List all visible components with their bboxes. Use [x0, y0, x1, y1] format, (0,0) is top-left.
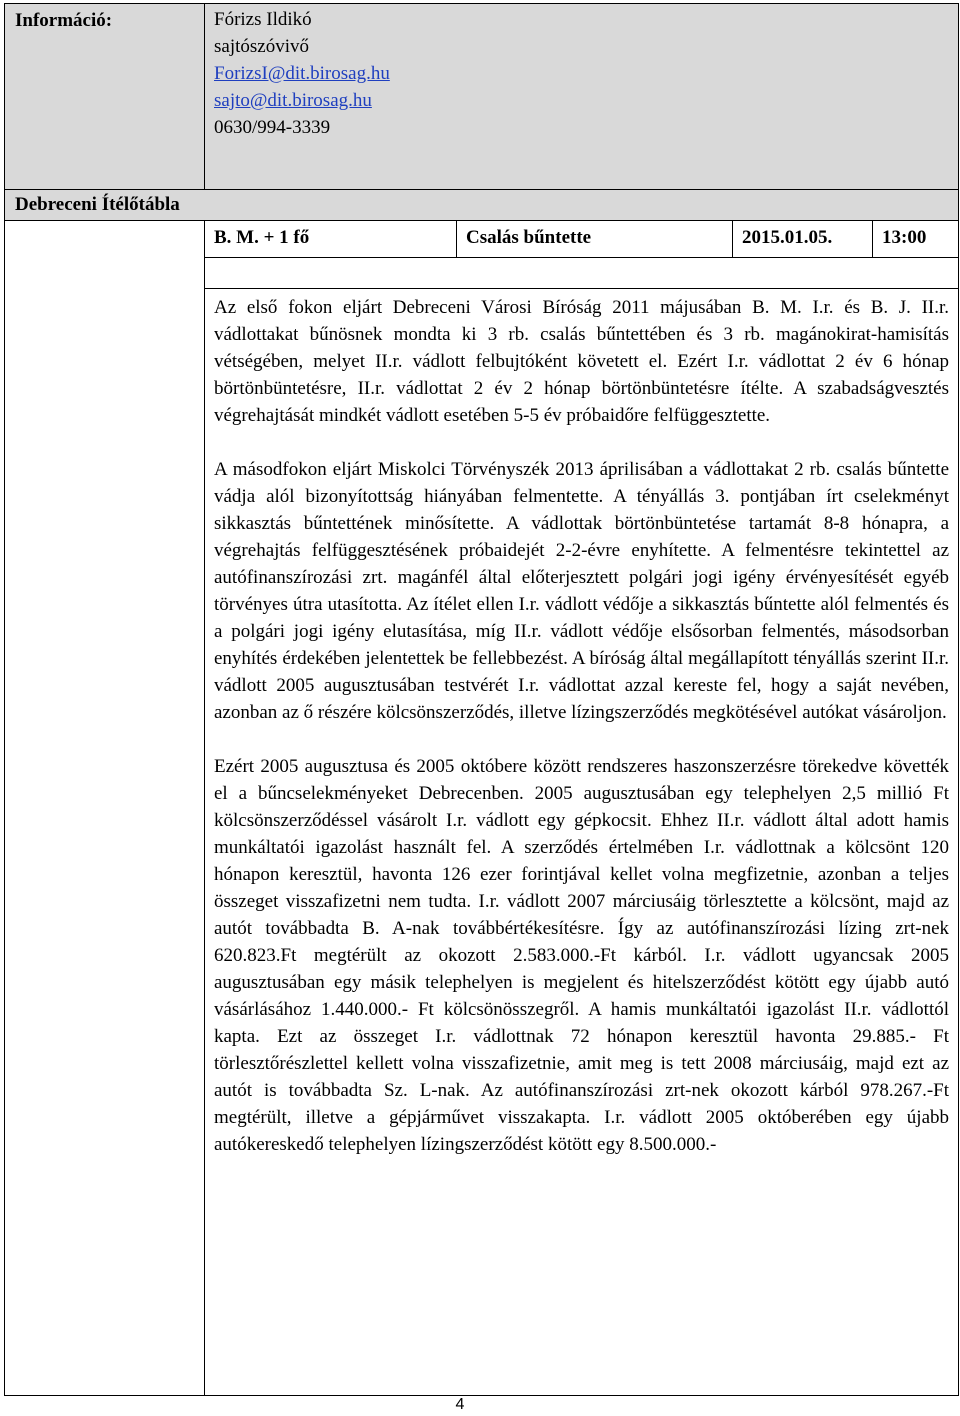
contact-role: sajtószóvivő	[214, 36, 309, 57]
email-link-1[interactable]: ForizsI@dit.birosag.hu	[214, 63, 390, 84]
case-defendants: B. M. + 1 fő	[205, 221, 457, 258]
court-row	[5, 190, 959, 221]
left-margin-cell	[5, 221, 205, 1396]
case-date: 2015.01.05.	[733, 221, 873, 258]
court-name: Debreceni Ítélőtábla	[5, 190, 959, 221]
case-crime: Csalás bűntette	[457, 221, 733, 258]
email-link-2[interactable]: sajto@dit.birosag.hu	[214, 90, 372, 111]
document-page	[4, 3, 958, 1396]
contact-block	[205, 4, 959, 190]
contact-name: Fórizs Ildikó	[214, 9, 312, 30]
paragraph-second-instance: A másodfokon eljárt Miskolci Törvényszék 2013 áprilisában a vádlottakat 2 rb. csalás bűntette vádja alól bizonyítottság hiányában felmentette. A tényállás 3. pontjában írt cselekményt sikkasztás bűntettének minősítette. A vádlottak börtönbüntetése tartamát 8-8 hónapra, a végrehajtás felfüggesztésének próbaidejét 2-2-évre enyhítette. A felmentésre tekintettel az autófinanszírozási zrt. magánfél által előterjesztett polgári jogi igény érvényesítését egyéb törvényes útra utasította. Az ítélet ellen I.r. vádlott védője a sikkasztás bűntette alól felmentés és a polgári jogi igény elutasítása, míg II.r. vádlott védője elsősorban felmentés, másodsorban enyhítés érdekében jelentettek be fellebbezést. A bíróság által megállapított tényállás szerint II.r. vádlott 2005 augusztusában testvérét I.r. vádlottat azzal kereste fel, hogy a saját nevében, azonban az ő részére kölcsönszerződés, illetve lízingszerződés megkötésével autókat vásároljon.	[214, 459, 950, 723]
paragraph-facts: Ezért 2005 augusztusa és 2005 októbere között rendszeres haszonszerzésre törekedve követték el a bűncselekményeket Debrecenben. 2005 augusztusában egy telephelyen 2,5 millió Ft kölcsönszerződéssel vásárolt I.r. vádlott egy gépkocsit. Ehhez II.r. vádlott által adott hamis munkáltatói igazolást használt fel. A szerződés értelmében I.r. vádlottnak a kölcsönt 120 hónapon keresztül, havonta 126 ezer forintjával kellet volna megfizetnie, azonban a teljes összeget visszafizetni nem tudta. I.r. vádlott 2007 márciusáig törlesztette a kölcsönt, majd az autót továbbadta B. A-nak továbbértékesítésre. Így az autófinanszírozási lízing zrt-nek 620.823.Ft megtérült az okozott 2.583.000.-Ft kárból. I.r. vádlott ugyancsak 2005 augusztusában egy másik telephelyen is megjelent és hitelszerződést kötött egy újabb autó vásárlásához 1.440.000.- Ft kölcsönösszegről. A hamis munkáltatói igazolást II.r. vádlottól kapta. Ezt az összeget I.r. vádlottnak 72 hónapon keresztül havonta 29.885.- Ft törlesztőrészlettel kellett volna visszafizetnie, amit meg is tett 2008 márciusáig, majd ezt az autót is továbbadta Sz. L-nak. Az autófinanszírozási zrt-nek okozott kárból 978.267.-Ft megtérült, illetve a gépjárművet visszakapta. I.r. vádlott 2005 októberében egy újabb autókereskedő telephelyen lízingszerződést kötött egy 8.500.000.-	[214, 756, 950, 1155]
case-time: 13:00	[873, 221, 959, 258]
empty-cell	[205, 258, 959, 289]
press-info-table	[4, 3, 959, 1396]
contact-phone: 0630/994-3339	[214, 117, 331, 138]
case-header-row	[5, 221, 959, 258]
info-row	[5, 4, 959, 190]
case-description	[205, 289, 959, 1396]
page-number: 4	[455, 1396, 465, 1413]
info-label: Információ:	[5, 4, 205, 190]
paragraph-first-instance: Az első fokon eljárt Debreceni Városi Bíróság 2011 májusában B. M. I.r. és B. J. II.r. vádlottakat bűnösnek mondta ki 3 rb. csalás bűntettében és 3 rb. magánokirat-hamisítás vétségében, melyet II.r. vádlott felbujtóként követett el. Ezért I.r. vádlottat 2 év 6 hónap börtönbüntetésre, II.r. vádlottat 2 év 2 hónap börtönbüntetésre ítélte. A szabadságvesztés végrehajtását mindkét vádlott esetében 5-5 év próbaidőre felfüggesztette.	[214, 297, 950, 426]
